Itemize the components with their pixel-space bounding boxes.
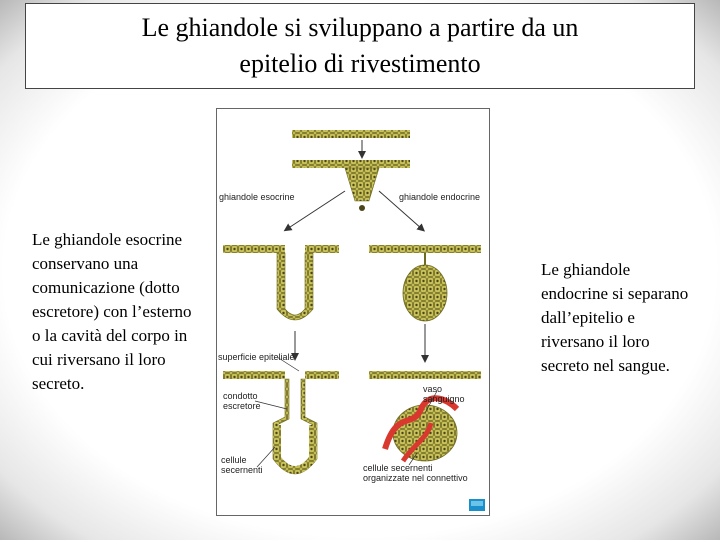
epithelium-budding [292,160,410,168]
exocrine-surface-left [223,245,285,253]
label-endocrine: ghiandole endocrine [399,192,481,202]
title-line-2: epitelio di rivestimento [239,49,481,78]
gland-development-diagram [216,108,490,516]
label-organized-cells: cellule secernenti organizzate nel connettivo [363,463,468,483]
exocrine-surface-lower-left [223,371,285,379]
label-blood-vessel: vaso sanguigno [423,384,465,404]
label-exocrine: ghiandole esocrine [219,192,295,202]
epithelium-top [292,130,410,138]
exocrine-description: Le ghiandole esocrine conservano una comunicazione (dotto escretore) con l’esterno o la cavità del corpo in cui riversano il loro secreto. [32,230,192,393]
exocrine-surface-right [305,245,339,253]
exocrine-surface-lower-right [305,371,339,379]
title-line-1: Le ghiandole si sviluppano a partire da un [141,13,579,42]
endocrine-surface-lower [369,371,481,379]
endocrine-description: Le ghiandole endocrine si separano dall’epitelio e riversano il loro secreto nel sangue. [541,260,689,375]
label-secreting-cells: cellule secernenti [221,455,263,475]
label-surface: superficie epiteliale [218,352,295,362]
exocrine-gland-upper [277,253,313,320]
endocrine-gland-upper [403,265,447,321]
title-box [25,3,695,89]
endocrine-surface-upper [369,245,481,253]
epithelial-bud [345,168,379,201]
label-duct: condotto escretore [223,391,261,411]
